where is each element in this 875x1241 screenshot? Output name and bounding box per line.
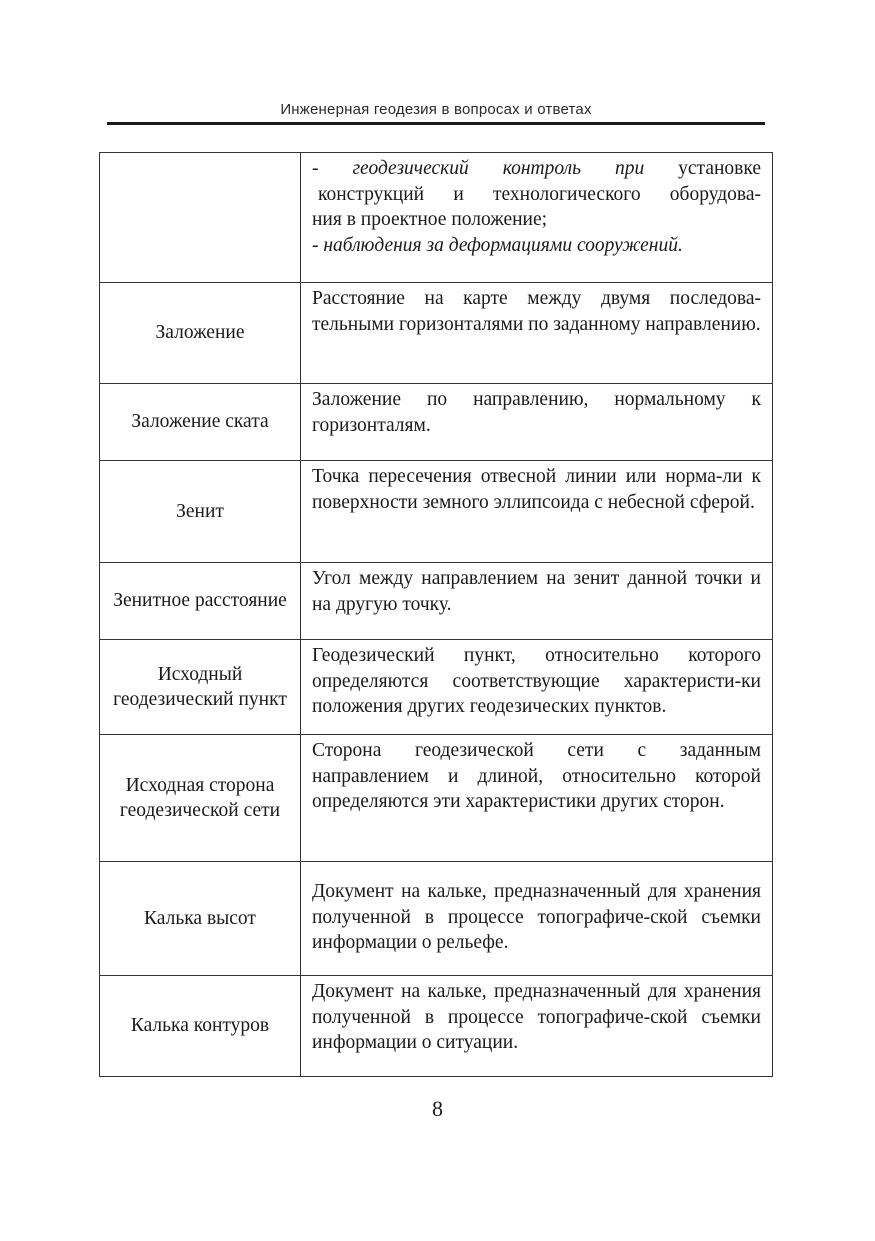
table-row — [100, 283, 773, 384]
definition-line: ния в проектное положение; — [312, 209, 548, 230]
term-cell: Заложение — [100, 283, 301, 384]
definition-cell: Документ на кальке, предназначенный для хранения полученной в процессе топографиче-ской съемки информации о рельефе. — [301, 862, 773, 976]
header-rule — [107, 122, 765, 125]
term-cell: Калька контуров — [100, 976, 301, 1077]
definition-cell: Расстояние на карте между двумя последова-тельными горизонталями по заданному направлению. — [301, 283, 773, 384]
table-row — [100, 640, 773, 735]
glossary-table — [99, 152, 773, 1077]
table-row — [100, 153, 773, 283]
definition-cell: Угол между направлением на зенит данной точки и на другую точку. — [301, 563, 773, 640]
term-cell — [100, 153, 301, 283]
table-row — [100, 563, 773, 640]
term-cell: Исходный геодезический пункт — [100, 640, 301, 735]
table-row — [100, 461, 773, 563]
term-cell: Калька высот — [100, 862, 301, 976]
table-row — [100, 862, 773, 976]
table-row — [100, 976, 773, 1077]
definition-cell: Заложение по направлению, нормальному к горизонталям. — [301, 384, 773, 461]
definition-line: конструкций и технологического оборудова- — [318, 183, 761, 205]
definition-line: - наблюдения за деформациями сооружений. — [312, 234, 683, 256]
term-cell: Зенит — [100, 461, 301, 563]
definition-cell — [301, 153, 773, 283]
definition-cell: Сторона геодезической сети с заданным направлением и длиной, относительно которой определяются эти характеристики других сторон. — [301, 735, 773, 862]
definition-cell: Точка пересечения отвесной линии или норма-ли к поверхности земного эллипсоида с небесной сферой. — [301, 461, 773, 563]
running-header: Инженерная геодезия в вопросах и ответах — [280, 101, 592, 118]
page-number: 8 — [432, 1096, 443, 1121]
term-cell: Исходная сторона геодезической сети — [100, 735, 301, 862]
term-cell: Заложение ската — [100, 384, 301, 461]
table-row — [100, 384, 773, 461]
definition-cell: Геодезический пункт, относительно которого определяются соответствующие характеристи-ки положения других геодезических пунктов. — [301, 640, 773, 735]
term-cell: Зенитное расстояние — [100, 563, 301, 640]
definition-cell: Документ на кальке, предназначенный для хранения полученной в процессе топографиче-ской съемки информации о ситуации. — [301, 976, 773, 1077]
table-row — [100, 735, 773, 862]
definition-line: - геодезический контроль при установке — [312, 158, 762, 179]
